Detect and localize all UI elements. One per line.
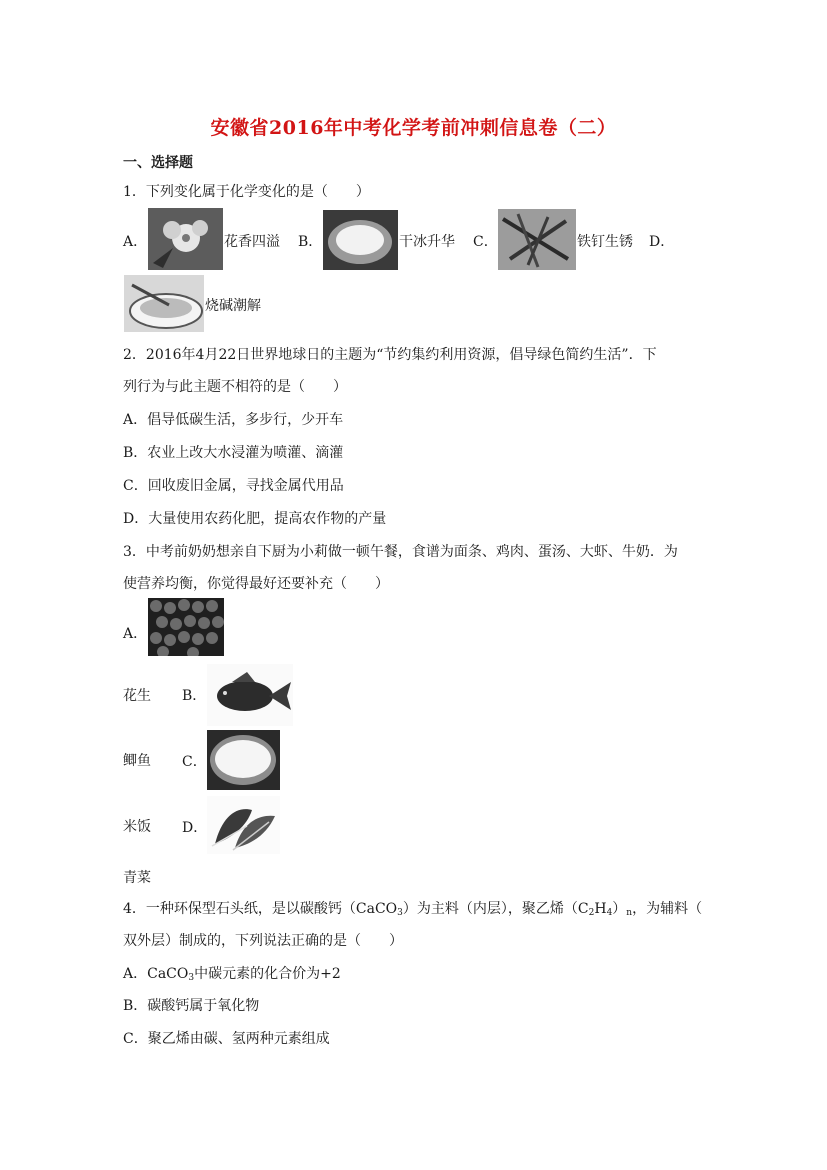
page-title: 安徽省2016年中考化学考前冲刺信息卷（二） — [210, 117, 617, 139]
q4-option-c: C．聚乙烯由碳、氢两种元素组成 — [123, 1031, 330, 1047]
q2-option-a: A．倡导低碳生活，多步行，少开车 — [123, 412, 344, 428]
question-1-stem: 1．下列变化属于化学变化的是（ ） — [123, 184, 370, 200]
rusty-nails-photo-icon — [498, 209, 576, 270]
q2-option-b: B．农业上改大水浸灌为喷灌、滴灌 — [123, 445, 344, 461]
q3-option-c-label: 米饭 — [123, 819, 151, 835]
question-4-stem-line-2: 双外层）制成的，下列说法正确的是（ ） — [123, 933, 403, 949]
q4-sub-1: 3 — [397, 908, 403, 918]
q1-option-d-letter: D． — [649, 234, 675, 250]
q4-text-a: 4．一种环保型石头纸，是以碳酸钙（CaCO — [123, 901, 398, 917]
question-2-stem-line-1: 2．2016年4月22日世界地球日的主题为“节约集约利用资源，倡导绿色简约生活”．下 — [123, 347, 657, 363]
question-4-stem-line-1 — [123, 900, 702, 918]
q4-option-a — [123, 965, 341, 983]
q3-option-c-letter: C． — [182, 754, 207, 770]
flower-photo-icon — [148, 208, 223, 270]
peanuts-photo-icon — [148, 598, 224, 656]
dry-ice-photo-icon — [323, 210, 398, 270]
q4-text-e: ，为辅料（ — [632, 901, 703, 917]
q3-option-d-letter: D． — [182, 820, 208, 836]
q4-option-b: B．碳酸钙属于氧化物 — [123, 998, 260, 1014]
q3-option-b-letter: B． — [182, 688, 207, 704]
q4-sub-3: 4 — [606, 908, 613, 918]
q4-sub-2: 2 — [588, 908, 595, 918]
caustic-soda-photo-icon — [124, 275, 204, 332]
q3-option-b-label: 鲫鱼 — [123, 753, 151, 769]
question-2-stem-line-2: 列行为与此主题不相符的是（ ） — [123, 379, 347, 395]
q4-option-a-text-2: 中碳元素的化合价为+2 — [194, 966, 341, 982]
section-heading: 一、选择题 — [123, 155, 193, 171]
q1-option-c-label: 铁钉生锈 — [577, 234, 633, 250]
q4-text-b: ）为主料（内层），聚乙烯（C — [402, 901, 589, 917]
q1-option-a-label: 花香四溢 — [224, 234, 280, 250]
q2-option-c: C．回收废旧金属，寻找金属代用品 — [123, 478, 344, 494]
q4-sub-4: n — [626, 908, 633, 918]
q2-option-d: D．大量使用农药化肥，提高农作物的产量 — [123, 511, 387, 527]
q3-option-a-letter: A． — [123, 626, 148, 642]
q1-option-c-letter: C． — [473, 234, 498, 250]
q4-option-a-text-1: A．CaCO — [123, 966, 189, 982]
q4-text-d: ） — [612, 901, 627, 917]
q1-option-a-letter: A． — [123, 234, 148, 250]
q1-option-d-label: 烧碱潮解 — [205, 298, 261, 314]
q4-option-a-sub: 3 — [188, 973, 195, 983]
q1-option-b-letter: B． — [298, 234, 323, 250]
vegetables-photo-icon — [207, 796, 280, 854]
fish-photo-icon — [207, 664, 293, 726]
q4-text-c: H — [594, 901, 607, 917]
question-3-stem-line-1: 3．中考前奶奶想亲自下厨为小莉做一顿午餐，食谱为面条、鸡肉、蛋汤、大虾、牛奶．为 — [123, 544, 678, 560]
q3-option-a-label: 花生 — [123, 688, 151, 704]
q3-option-d-label: 青菜 — [123, 870, 151, 886]
q1-option-b-label: 干冰升华 — [399, 234, 455, 250]
question-3-stem-line-2: 使营养均衡，你觉得最好还要补充（ ） — [123, 576, 389, 592]
rice-photo-icon — [207, 730, 280, 790]
